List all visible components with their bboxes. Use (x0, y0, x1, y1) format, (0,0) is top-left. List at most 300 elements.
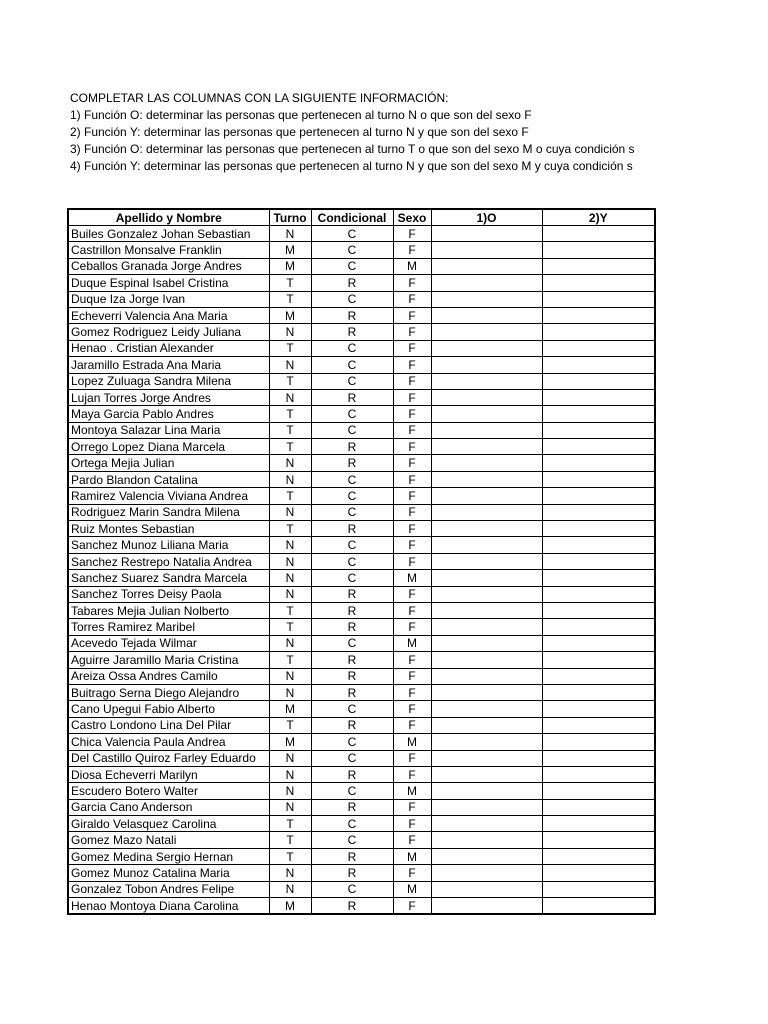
cell-funcion-o[interactable] (431, 586, 542, 602)
table-row (68, 717, 655, 733)
cell-funcion-y[interactable] (542, 848, 655, 864)
cell-funcion-y[interactable] (542, 652, 655, 668)
cell-funcion-o[interactable] (431, 242, 542, 258)
table-row (68, 521, 655, 537)
cell-name: Sanchez Restrepo Natalia Andrea (68, 553, 269, 569)
cell-condicional: R (311, 324, 393, 340)
header-condicional: Condicional (311, 209, 393, 226)
cell-funcion-o[interactable] (431, 471, 542, 487)
cell-funcion-y[interactable] (542, 799, 655, 815)
cell-sexo: F (393, 226, 431, 242)
cell-sexo: F (393, 553, 431, 569)
cell-condicional: R (311, 865, 393, 881)
cell-sexo: M (393, 848, 431, 864)
cell-funcion-o[interactable] (431, 684, 542, 700)
cell-funcion-o[interactable] (431, 340, 542, 356)
cell-turno: T (269, 422, 311, 438)
cell-name: Maya Garcia Pablo Andres (68, 406, 269, 422)
cell-condicional: R (311, 602, 393, 618)
table-row (68, 652, 655, 668)
cell-sexo: F (393, 324, 431, 340)
cell-condicional: C (311, 816, 393, 832)
cell-sexo: F (393, 898, 431, 915)
table-row (68, 602, 655, 618)
cell-funcion-y[interactable] (542, 816, 655, 832)
header-turno: Turno (269, 209, 311, 226)
cell-turno: T (269, 816, 311, 832)
cell-funcion-o[interactable] (431, 832, 542, 848)
cell-name: Aguirre Jaramillo Maria Cristina (68, 652, 269, 668)
cell-condicional: R (311, 389, 393, 405)
cell-funcion-y[interactable] (542, 668, 655, 684)
cell-turno: N (269, 455, 311, 471)
cell-funcion-y[interactable] (542, 684, 655, 700)
table-row (68, 799, 655, 815)
cell-condicional: R (311, 619, 393, 635)
cell-turno: N (269, 226, 311, 242)
header-funcion-o: 1)O (431, 209, 542, 226)
cell-name: Henao Montoya Diana Carolina (68, 898, 269, 915)
cell-name: Duque Iza Jorge Ivan (68, 291, 269, 307)
cell-condicional: C (311, 701, 393, 717)
cell-sexo: F (393, 652, 431, 668)
table-row (68, 635, 655, 651)
cell-funcion-y[interactable] (542, 488, 655, 504)
cell-sexo: F (393, 521, 431, 537)
cell-turno: T (269, 602, 311, 618)
cell-name: Areiza Ossa Andres Camilo (68, 668, 269, 684)
cell-sexo: F (393, 799, 431, 815)
cell-name: Torres Ramirez Maribel (68, 619, 269, 635)
table-row (68, 832, 655, 848)
cell-sexo: F (393, 586, 431, 602)
cell-sexo: F (393, 537, 431, 553)
table-row (68, 275, 655, 291)
cell-funcion-o[interactable] (431, 865, 542, 881)
cell-sexo: F (393, 865, 431, 881)
cell-condicional: R (311, 766, 393, 782)
cell-funcion-y[interactable] (542, 717, 655, 733)
cell-turno: N (269, 553, 311, 569)
cell-sexo: F (393, 357, 431, 373)
cell-funcion-y[interactable] (542, 602, 655, 618)
table-row (68, 422, 655, 438)
cell-funcion-y[interactable] (542, 783, 655, 799)
cell-sexo: M (393, 783, 431, 799)
cell-condicional: C (311, 537, 393, 553)
cell-funcion-o[interactable] (431, 799, 542, 815)
cell-funcion-y[interactable] (542, 734, 655, 750)
cell-turno: T (269, 717, 311, 733)
table-row (68, 816, 655, 832)
cell-turno: M (269, 258, 311, 274)
cell-funcion-o[interactable] (431, 783, 542, 799)
cell-turno: N (269, 357, 311, 373)
cell-sexo: F (393, 307, 431, 323)
cell-name: Castro Londono Lina Del Pilar (68, 717, 269, 733)
table-row (68, 357, 655, 373)
cell-funcion-y[interactable] (542, 865, 655, 881)
cell-turno: N (269, 881, 311, 897)
instruction-heading: COMPLETAR LAS COLUMNAS CON LA SIGUIENTE INFORMACIÓN: (70, 91, 449, 105)
table-row (68, 406, 655, 422)
cell-turno: N (269, 865, 311, 881)
cell-name: Lujan Torres Jorge Andres (68, 389, 269, 405)
cell-condicional: C (311, 422, 393, 438)
cell-sexo: F (393, 684, 431, 700)
cell-name: Montoya Salazar Lina Maria (68, 422, 269, 438)
cell-turno: T (269, 488, 311, 504)
cell-sexo: F (393, 242, 431, 258)
cell-condicional: C (311, 881, 393, 897)
cell-sexo: F (393, 504, 431, 520)
cell-condicional: C (311, 340, 393, 356)
cell-condicional: R (311, 848, 393, 864)
cell-funcion-o[interactable] (431, 422, 542, 438)
cell-funcion-y[interactable] (542, 537, 655, 553)
cell-condicional: R (311, 898, 393, 915)
cell-funcion-o[interactable] (431, 553, 542, 569)
table-row (68, 750, 655, 766)
cell-name: Buitrago Serna Diego Alejandro (68, 684, 269, 700)
table-row (68, 766, 655, 782)
cell-condicional: C (311, 291, 393, 307)
cell-condicional: R (311, 275, 393, 291)
cell-funcion-o[interactable] (431, 439, 542, 455)
table-row (68, 439, 655, 455)
cell-funcion-o[interactable] (431, 275, 542, 291)
cell-name: Gomez Mazo Natali (68, 832, 269, 848)
cell-turno: N (269, 750, 311, 766)
cell-turno: N (269, 766, 311, 782)
cell-name: Ortega Mejia Julian (68, 455, 269, 471)
cell-turno: N (269, 471, 311, 487)
cell-funcion-o[interactable] (431, 357, 542, 373)
cell-funcion-y[interactable] (542, 275, 655, 291)
cell-funcion-o[interactable] (431, 619, 542, 635)
cell-condicional: C (311, 832, 393, 848)
student-table (67, 208, 656, 915)
cell-funcion-y[interactable] (542, 881, 655, 897)
cell-funcion-o[interactable] (431, 570, 542, 586)
table-row (68, 324, 655, 340)
table-row (68, 307, 655, 323)
cell-funcion-y[interactable] (542, 750, 655, 766)
cell-sexo: F (393, 439, 431, 455)
cell-funcion-y[interactable] (542, 586, 655, 602)
cell-condicional: R (311, 455, 393, 471)
cell-funcion-y[interactable] (542, 570, 655, 586)
instruction-1: 1) Función O: determinar las personas que pertenecen al turno N o que son del sexo F (70, 108, 532, 122)
table-row (68, 389, 655, 405)
table-row (68, 488, 655, 504)
table-row (68, 586, 655, 602)
cell-turno: T (269, 340, 311, 356)
cell-name: Orrego Lopez Diana Marcela (68, 439, 269, 455)
cell-turno: M (269, 734, 311, 750)
table-row (68, 340, 655, 356)
cell-funcion-o[interactable] (431, 373, 542, 389)
cell-turno: N (269, 668, 311, 684)
cell-funcion-y[interactable] (542, 357, 655, 373)
cell-funcion-y[interactable] (542, 701, 655, 717)
header-row (68, 209, 655, 226)
cell-turno: T (269, 521, 311, 537)
cell-name: Sanchez Munoz Liliana Maria (68, 537, 269, 553)
cell-funcion-o[interactable] (431, 504, 542, 520)
cell-condicional: C (311, 635, 393, 651)
cell-name: Del Castillo Quiroz Farley Eduardo (68, 750, 269, 766)
cell-funcion-y[interactable] (542, 439, 655, 455)
cell-sexo: M (393, 881, 431, 897)
cell-funcion-o[interactable] (431, 635, 542, 651)
cell-funcion-o[interactable] (431, 307, 542, 323)
cell-funcion-y[interactable] (542, 340, 655, 356)
cell-sexo: F (393, 340, 431, 356)
cell-condicional: C (311, 357, 393, 373)
table-row (68, 373, 655, 389)
cell-name: Sanchez Suarez Sandra Marcela (68, 570, 269, 586)
table-row (68, 881, 655, 897)
cell-funcion-o[interactable] (431, 750, 542, 766)
header-name: Apellido y Nombre (68, 209, 269, 226)
cell-name: Duque Espinal Isabel Cristina (68, 275, 269, 291)
cell-funcion-o[interactable] (431, 602, 542, 618)
cell-condicional: C (311, 553, 393, 569)
cell-funcion-y[interactable] (542, 471, 655, 487)
cell-funcion-o[interactable] (431, 668, 542, 684)
cell-turno: T (269, 832, 311, 848)
cell-funcion-y[interactable] (542, 242, 655, 258)
cell-turno: T (269, 406, 311, 422)
table-row (68, 898, 655, 915)
cell-name: Gomez Rodriguez Leidy Juliana (68, 324, 269, 340)
cell-condicional: R (311, 586, 393, 602)
cell-condicional: C (311, 750, 393, 766)
cell-funcion-y[interactable] (542, 635, 655, 651)
table-row (68, 865, 655, 881)
instruction-3: 3) Función O: determinar las personas que pertenecen al turno T o que son del sexo M o cuya condición s (70, 142, 635, 156)
cell-sexo: F (393, 373, 431, 389)
cell-name: Diosa Echeverri Marilyn (68, 766, 269, 782)
cell-turno: N (269, 799, 311, 815)
cell-funcion-o[interactable] (431, 324, 542, 340)
cell-funcion-y[interactable] (542, 373, 655, 389)
table-row (68, 242, 655, 258)
cell-funcion-y[interactable] (542, 258, 655, 274)
cell-sexo: M (393, 570, 431, 586)
cell-condicional: C (311, 406, 393, 422)
cell-turno: N (269, 783, 311, 799)
cell-turno: M (269, 898, 311, 915)
cell-condicional: C (311, 471, 393, 487)
cell-name: Escudero Botero Walter (68, 783, 269, 799)
table-row (68, 570, 655, 586)
cell-turno: T (269, 373, 311, 389)
cell-name: Chica Valencia Paula Andrea (68, 734, 269, 750)
cell-sexo: F (393, 750, 431, 766)
cell-funcion-y[interactable] (542, 422, 655, 438)
cell-name: Lopez Zuluaga Sandra Milena (68, 373, 269, 389)
instruction-2: 2) Función Y: determinar las personas que pertenecen al turno N y que son del sexo F (70, 125, 529, 139)
cell-turno: T (269, 619, 311, 635)
cell-sexo: F (393, 389, 431, 405)
cell-funcion-o[interactable] (431, 258, 542, 274)
cell-sexo: F (393, 488, 431, 504)
cell-condicional: R (311, 439, 393, 455)
table-row (68, 701, 655, 717)
cell-name: Pardo Blandon Catalina (68, 471, 269, 487)
cell-funcion-y[interactable] (542, 504, 655, 520)
cell-name: Ruiz Montes Sebastian (68, 521, 269, 537)
cell-funcion-o[interactable] (431, 701, 542, 717)
cell-funcion-y[interactable] (542, 832, 655, 848)
cell-condicional: R (311, 307, 393, 323)
cell-funcion-o[interactable] (431, 521, 542, 537)
cell-name: Gonzalez Tobon Andres Felipe (68, 881, 269, 897)
cell-sexo: F (393, 701, 431, 717)
table-row (68, 226, 655, 242)
cell-funcion-y[interactable] (542, 291, 655, 307)
table-row (68, 783, 655, 799)
cell-turno: T (269, 848, 311, 864)
cell-condicional: R (311, 717, 393, 733)
cell-condicional: C (311, 226, 393, 242)
cell-funcion-y[interactable] (542, 553, 655, 569)
cell-condicional: R (311, 652, 393, 668)
cell-turno: T (269, 439, 311, 455)
cell-name: Giraldo Velasquez Carolina (68, 816, 269, 832)
cell-turno: N (269, 570, 311, 586)
cell-funcion-y[interactable] (542, 898, 655, 915)
table-row (68, 504, 655, 520)
table-row (68, 471, 655, 487)
cell-sexo: M (393, 734, 431, 750)
cell-funcion-y[interactable] (542, 226, 655, 242)
cell-funcion-y[interactable] (542, 766, 655, 782)
cell-condicional: C (311, 734, 393, 750)
table-row (68, 455, 655, 471)
cell-name: Builes Gonzalez Johan Sebastian (68, 226, 269, 242)
cell-funcion-o[interactable] (431, 734, 542, 750)
cell-condicional: C (311, 570, 393, 586)
cell-name: Jaramillo Estrada Ana Maria (68, 357, 269, 373)
cell-sexo: F (393, 717, 431, 733)
cell-turno: N (269, 324, 311, 340)
table-row (68, 684, 655, 700)
table-row (68, 668, 655, 684)
header-funcion-y: 2)Y (542, 209, 655, 226)
cell-name: Sanchez Torres Deisy Paola (68, 586, 269, 602)
cell-turno: T (269, 275, 311, 291)
cell-condicional: C (311, 783, 393, 799)
cell-condicional: C (311, 504, 393, 520)
cell-turno: N (269, 504, 311, 520)
cell-funcion-y[interactable] (542, 619, 655, 635)
cell-condicional: R (311, 799, 393, 815)
cell-funcion-y[interactable] (542, 521, 655, 537)
cell-name: Gomez Medina Sergio Hernan (68, 848, 269, 864)
instruction-4: 4) Función Y: determinar las personas que pertenecen al turno N y que son del sexo M y cuya condición s (70, 159, 633, 173)
cell-name: Cano Upegui Fabio Alberto (68, 701, 269, 717)
table-row (68, 734, 655, 750)
cell-condicional: C (311, 242, 393, 258)
table-row (68, 291, 655, 307)
cell-funcion-o[interactable] (431, 898, 542, 915)
cell-turno: M (269, 701, 311, 717)
table-row (68, 619, 655, 635)
cell-funcion-y[interactable] (542, 389, 655, 405)
cell-funcion-o[interactable] (431, 881, 542, 897)
cell-funcion-o[interactable] (431, 717, 542, 733)
cell-turno: N (269, 635, 311, 651)
cell-name: Acevedo Tejada Wilmar (68, 635, 269, 651)
table-row (68, 537, 655, 553)
cell-funcion-o[interactable] (431, 488, 542, 504)
cell-funcion-o[interactable] (431, 389, 542, 405)
cell-name: Echeverri Valencia Ana Maria (68, 307, 269, 323)
cell-sexo: F (393, 816, 431, 832)
cell-turno: M (269, 242, 311, 258)
cell-sexo: F (393, 619, 431, 635)
cell-sexo: F (393, 668, 431, 684)
cell-name: Henao . Cristian Alexander (68, 340, 269, 356)
cell-funcion-y[interactable] (542, 324, 655, 340)
cell-name: Tabares Mejia Julian Nolberto (68, 602, 269, 618)
cell-funcion-o[interactable] (431, 226, 542, 242)
cell-funcion-o[interactable] (431, 652, 542, 668)
cell-condicional: R (311, 684, 393, 700)
table-row (68, 553, 655, 569)
cell-sexo: F (393, 471, 431, 487)
cell-funcion-o[interactable] (431, 291, 542, 307)
cell-funcion-o[interactable] (431, 406, 542, 422)
cell-sexo: F (393, 602, 431, 618)
cell-funcion-o[interactable] (431, 816, 542, 832)
cell-condicional: R (311, 668, 393, 684)
cell-funcion-o[interactable] (431, 848, 542, 864)
cell-condicional: C (311, 373, 393, 389)
cell-turno: N (269, 389, 311, 405)
cell-condicional: R (311, 521, 393, 537)
cell-sexo: M (393, 635, 431, 651)
cell-funcion-o[interactable] (431, 537, 542, 553)
cell-name: Gomez Munoz Catalina Maria (68, 865, 269, 881)
cell-funcion-y[interactable] (542, 307, 655, 323)
cell-funcion-y[interactable] (542, 406, 655, 422)
instructions-block (70, 90, 660, 175)
cell-sexo: F (393, 832, 431, 848)
cell-funcion-o[interactable] (431, 766, 542, 782)
cell-funcion-o[interactable] (431, 455, 542, 471)
cell-sexo: F (393, 275, 431, 291)
cell-name: Ceballos Granada Jorge Andres (68, 258, 269, 274)
cell-name: Rodriguez Marin Sandra Milena (68, 504, 269, 520)
cell-turno: M (269, 307, 311, 323)
cell-condicional: C (311, 258, 393, 274)
cell-sexo: F (393, 406, 431, 422)
table-row (68, 848, 655, 864)
cell-funcion-y[interactable] (542, 455, 655, 471)
cell-sexo: F (393, 455, 431, 471)
cell-turno: N (269, 684, 311, 700)
cell-turno: T (269, 291, 311, 307)
cell-sexo: M (393, 258, 431, 274)
cell-sexo: F (393, 422, 431, 438)
cell-name: Garcia Cano Anderson (68, 799, 269, 815)
cell-turno: N (269, 537, 311, 553)
cell-sexo: F (393, 291, 431, 307)
